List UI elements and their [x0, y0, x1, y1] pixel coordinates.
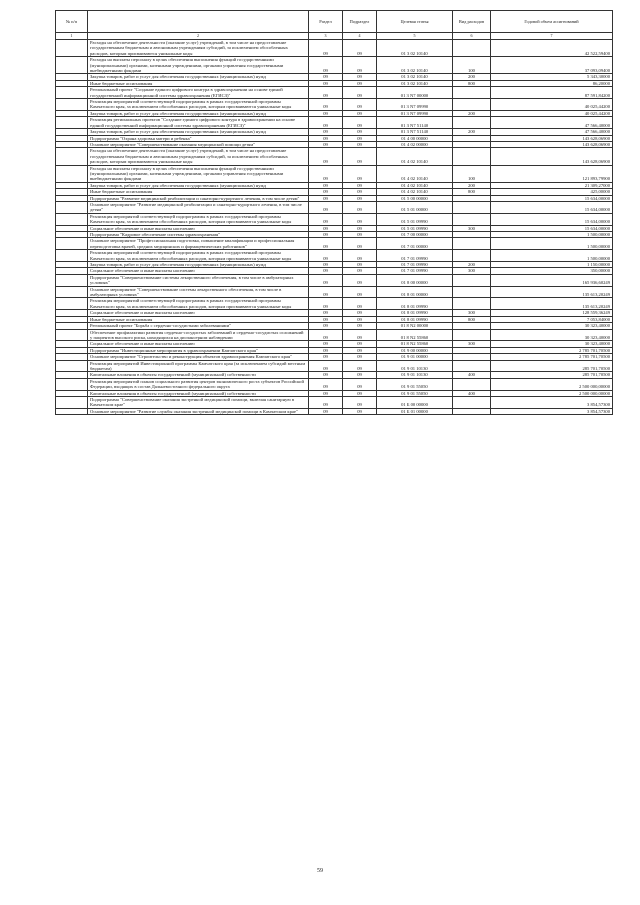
row-vid [453, 117, 491, 129]
row-tselevaya: 01 9 01 10130 [377, 372, 453, 378]
row-razdel: 09 [309, 87, 343, 99]
row-number [56, 286, 88, 298]
row-number [56, 165, 88, 182]
row-summa: 135 613,20249 [491, 298, 613, 310]
row-razdel: 09 [309, 347, 343, 353]
row-summa: 128 559,36249 [491, 310, 613, 316]
row-razdel: 09 [309, 310, 343, 316]
row-podrazdel: 09 [343, 165, 377, 182]
row-summa: 350,00000 [491, 268, 613, 274]
row-razdel: 09 [309, 354, 343, 360]
row-vid [453, 99, 491, 111]
row-summa: 2 500 000,00000 [491, 378, 613, 390]
row-razdel: 09 [309, 213, 343, 225]
row-vid: 100 [453, 165, 491, 182]
row-vid [453, 40, 491, 57]
row-vid: 300 [453, 310, 491, 316]
row-razdel: 09 [309, 232, 343, 238]
table-row [56, 329, 613, 341]
row-razdel: 09 [309, 408, 343, 414]
table-row [56, 57, 613, 74]
row-vid: 800 [453, 80, 491, 86]
row-tselevaya: 01 7 01 00000 [377, 238, 453, 250]
row-vid [453, 408, 491, 414]
row-razdel: 09 [309, 80, 343, 86]
row-podrazdel: 09 [343, 148, 377, 165]
colnum: 5 [377, 33, 453, 40]
row-razdel: 09 [309, 250, 343, 262]
row-tselevaya: 01 9 01 10130 [377, 360, 453, 372]
row-summa: 47 566,40000 [491, 117, 613, 129]
row-tselevaya: 01 9 00 00000 [377, 347, 453, 353]
row-podrazdel: 09 [343, 274, 377, 286]
row-summa: 40 025,44200 [491, 99, 613, 111]
row-podrazdel: 09 [343, 189, 377, 195]
table-row [56, 40, 613, 57]
table-row [56, 148, 613, 165]
row-tselevaya: 01 4 02 10140 [377, 165, 453, 182]
row-podrazdel: 09 [343, 250, 377, 262]
row-number [56, 201, 88, 213]
row-vid: 200 [453, 129, 491, 135]
colnum: 3 [309, 33, 343, 40]
row-razdel: 09 [309, 110, 343, 116]
row-podrazdel: 09 [343, 195, 377, 201]
row-podrazdel: 09 [343, 262, 377, 268]
row-name: Расходы на обеспечение деятельности (оказание услуг) учреждений, в том числе на предоставление государственным бюджетным и автономным учреждениям субсидий, за исключением обособленных расходов, которым присваиваются уникальные коды [88, 148, 309, 165]
row-tselevaya: 01 8 01 00000 [377, 286, 453, 298]
row-podrazdel: 09 [343, 268, 377, 274]
row-podrazdel: 09 [343, 372, 377, 378]
colnum: 2 [88, 33, 309, 40]
row-razdel: 09 [309, 99, 343, 111]
row-vid: 800 [453, 189, 491, 195]
row-podrazdel: 09 [343, 225, 377, 231]
table-row [56, 117, 613, 129]
row-tselevaya: 01 9 01 55050 [377, 378, 453, 390]
row-vid: 100 [453, 57, 491, 74]
table-body [56, 40, 613, 415]
row-number [56, 238, 88, 250]
row-tselevaya: 01 8 01 09990 [377, 298, 453, 310]
row-vid [453, 201, 491, 213]
row-tselevaya: 01 5 00 00000 [377, 195, 453, 201]
row-vid [453, 298, 491, 310]
table-row [56, 360, 613, 372]
row-name: Расходы на выплаты персоналу в целях обеспечения выполнения функций государственными (муниципальными) органами, казенными учреждениями, органами управления государственными внебюджетными фондами [88, 165, 309, 182]
row-podrazdel: 09 [343, 201, 377, 213]
row-number [56, 298, 88, 310]
row-vid: 300 [453, 341, 491, 347]
row-name: Расходы на обеспечение деятельности (оказание услуг) учреждений, в том числе на предоставление государственным бюджетным и автономным учреждениям субсидий, за исключением обособленных расходов, которым присваиваются уникальные коды [88, 40, 309, 57]
row-name: Подпрограмма "Кадровое обеспечение системы здравоохранения" [88, 232, 309, 238]
row-summa: 1 500,00000 [491, 250, 613, 262]
row-number [56, 148, 88, 165]
row-summa: 1 500,00000 [491, 232, 613, 238]
row-vid: 200 [453, 74, 491, 80]
row-tselevaya: 01 4 02 00000 [377, 141, 453, 147]
row-vid [453, 238, 491, 250]
row-name: Реализация региональных проектов "Создание единого цифрового контура в здравоохранении на основе единой государственной информационной системы здравоохранения (ЕГИСЗ)" [88, 117, 309, 129]
row-podrazdel: 09 [343, 390, 377, 396]
row-vid [453, 213, 491, 225]
colnum: 4 [343, 33, 377, 40]
row-name: Социальное обеспечение и иные выплаты населению [88, 268, 309, 274]
table-row [56, 274, 613, 286]
row-razdel: 09 [309, 329, 343, 341]
header-tselevaya: Целевая статья [377, 11, 453, 33]
row-summa: 15 634,00000 [491, 195, 613, 201]
row-name: Иные бюджетные ассигнования [88, 189, 309, 195]
row-podrazdel: 09 [343, 396, 377, 408]
row-razdel: 09 [309, 390, 343, 396]
row-number [56, 87, 88, 99]
row-podrazdel: 09 [343, 57, 377, 74]
row-razdel: 09 [309, 182, 343, 188]
row-name: Основное мероприятие "Развитие службы оказания экстренной медицинской помощи в Камчатском крае" [88, 408, 309, 414]
row-tselevaya: 01 8 N2 00000 [377, 323, 453, 329]
row-podrazdel: 09 [343, 347, 377, 353]
row-vid [453, 378, 491, 390]
colnum: 1 [56, 33, 88, 40]
row-tselevaya: 01 3 02 10140 [377, 74, 453, 80]
row-summa: 3 854,57300 [491, 408, 613, 414]
row-podrazdel: 09 [343, 310, 377, 316]
row-number [56, 360, 88, 372]
row-summa: 285 701,70500 [491, 360, 613, 372]
row-podrazdel: 09 [343, 213, 377, 225]
colnum: 7 [491, 33, 613, 40]
row-tselevaya: 01 3 N7 51140 [377, 117, 453, 129]
row-summa: 143 628,06900 [491, 141, 613, 147]
row-podrazdel: 09 [343, 341, 377, 347]
row-summa: 40 025,44200 [491, 110, 613, 116]
row-razdel: 09 [309, 396, 343, 408]
row-summa: 285 701,70500 [491, 372, 613, 378]
table-row [56, 213, 613, 225]
row-name: Капитальные вложения в объекты государственной (муниципальной) собственности [88, 390, 309, 396]
row-podrazdel: 09 [343, 360, 377, 372]
row-tselevaya: 01 4 02 10140 [377, 189, 453, 195]
row-podrazdel: 09 [343, 238, 377, 250]
row-razdel: 09 [309, 286, 343, 298]
row-razdel: 09 [309, 195, 343, 201]
row-razdel: 09 [309, 323, 343, 329]
row-summa: 425,00000 [491, 189, 613, 195]
row-vid: 200 [453, 262, 491, 268]
table-row [56, 396, 613, 408]
row-name: Подпрограмма "Инвестиционные мероприятия в здравоохранении Камчатского края" [88, 347, 309, 353]
row-podrazdel: 09 [343, 87, 377, 99]
row-name: Социальное обеспечение и иные выплаты населению [88, 310, 309, 316]
row-podrazdel: 09 [343, 316, 377, 322]
row-vid: 300 [453, 225, 491, 231]
row-number [56, 213, 88, 225]
table-row [56, 298, 613, 310]
row-name: Подпрограмма "Развитие медицинской реабилитации и санаторно-курортного лечения, в том числе детям" [88, 195, 309, 201]
row-tselevaya: 01 3 02 10140 [377, 80, 453, 86]
row-razdel: 09 [309, 201, 343, 213]
row-vid: 200 [453, 182, 491, 188]
row-tselevaya: 01 3 02 10140 [377, 57, 453, 74]
row-name: Реализация мероприятий соответствующей подпрограммы в рамках государственной программы Камчатского края, за исключением обособленных расходов, которым присваиваются уникальные коды [88, 250, 309, 262]
row-summa: 30 323,40000 [491, 323, 613, 329]
row-name: Реализация мероприятий соответствующей подпрограммы в рамках государственной программы Камчатского края, за исключением обособленных расходов, которым присваиваются уникальные коды [88, 99, 309, 111]
page-number: 59 [317, 868, 323, 874]
row-tselevaya: 01 8 01 09990 [377, 316, 453, 322]
row-name: Региональный проект "Борьба с сердечно-сосудистыми заболеваниями" [88, 323, 309, 329]
row-vid [453, 274, 491, 286]
table-row [56, 165, 613, 182]
row-summa: 30 323,40000 [491, 329, 613, 341]
row-podrazdel: 09 [343, 99, 377, 111]
row-tselevaya: 01 5 01 09990 [377, 213, 453, 225]
row-vid [453, 329, 491, 341]
row-summa: 37 093,09400 [491, 57, 613, 74]
row-tselevaya: 01 8 N2 55860 [377, 341, 453, 347]
row-summa: 21 309,27000 [491, 182, 613, 188]
row-name: Основное мероприятие "Профессиональная подготовка, повышение квалификации и профессиональная переподготовка врачей, средних медицинских и фармацевтических работников" [88, 238, 309, 250]
row-razdel: 09 [309, 40, 343, 57]
row-name: Региональный проект "Создание единого цифрового контура в здравоохранении на основе единой государственной информационной системы здравоохранения (ЕГИСЗ)" [88, 87, 309, 99]
row-name: Реализация мероприятий Инвестиционной программы Камчатского края (за исключением субсидий местным бюджетам) [88, 360, 309, 372]
row-tselevaya: 01 4 02 10140 [377, 148, 453, 165]
row-summa: 2 785 701,70500 [491, 347, 613, 353]
row-number [56, 99, 88, 111]
row-name: Иные бюджетные ассигнования [88, 316, 309, 322]
header-podrazdel: Подраздел [343, 11, 377, 33]
row-razdel: 09 [309, 129, 343, 135]
row-tselevaya: 01 3 02 10140 [377, 40, 453, 57]
row-podrazdel: 09 [343, 141, 377, 147]
row-vid [453, 396, 491, 408]
row-vid: 200 [453, 110, 491, 116]
row-summa: 15 634,00000 [491, 225, 613, 231]
row-summa: 3 854,57300 [491, 396, 613, 408]
row-name: Социальное обеспечение и иные выплаты населению [88, 225, 309, 231]
row-name: Закупка товаров, работ и услуг для обеспечения государственных (муниципальных) нужд [88, 74, 309, 80]
row-razdel: 09 [309, 372, 343, 378]
row-podrazdel: 09 [343, 329, 377, 341]
row-summa: 86,20000 [491, 80, 613, 86]
row-podrazdel: 09 [343, 110, 377, 116]
header-razdel: Раздел [309, 11, 343, 33]
row-tselevaya: 01 3 N7 09990 [377, 99, 453, 111]
row-name: Основное мероприятие "Развитие медицинской реабилитации и санаторно-курортного лечения, в том числе детям" [88, 201, 309, 213]
row-razdel: 09 [309, 238, 343, 250]
row-razdel: 09 [309, 341, 343, 347]
row-podrazdel: 09 [343, 182, 377, 188]
row-razdel: 09 [309, 117, 343, 129]
row-tselevaya: 01 7 01 09990 [377, 262, 453, 268]
row-podrazdel: 09 [343, 117, 377, 129]
row-number [56, 117, 88, 129]
row-tselevaya: 01 7 00 00000 [377, 232, 453, 238]
table-row [56, 378, 613, 390]
row-summa: 5 343,30000 [491, 74, 613, 80]
row-razdel: 09 [309, 274, 343, 286]
row-podrazdel: 09 [343, 129, 377, 135]
row-tselevaya: 01 8 N2 55860 [377, 329, 453, 341]
table-row [56, 99, 613, 111]
row-summa: 7 053,84000 [491, 316, 613, 322]
row-tselevaya: 01 7 01 09990 [377, 250, 453, 262]
row-vid: 300 [453, 268, 491, 274]
row-summa: 30 323,40000 [491, 341, 613, 347]
row-podrazdel: 09 [343, 74, 377, 80]
row-number [56, 396, 88, 408]
row-summa: 47 566,40000 [491, 129, 613, 135]
row-name: Основное мероприятие "Строительство и реконструкция объектов здравоохранения Камчатского края" [88, 354, 309, 360]
table-row [56, 238, 613, 250]
row-podrazdel: 09 [343, 323, 377, 329]
table-row [56, 250, 613, 262]
row-podrazdel: 09 [343, 135, 377, 141]
row-summa: 165 936,60249 [491, 274, 613, 286]
row-vid [453, 148, 491, 165]
row-number [56, 57, 88, 74]
row-name: Закупка товаров, работ и услуг для обеспечения государственных (муниципальных) нужд [88, 129, 309, 135]
row-name: Расходы на выплаты персоналу в целях обеспечения выполнения функций государственными (муниципальными) органами, казенными учреждениями, органами управления государственными внебюджетными фондами [88, 57, 309, 74]
header-vid: Вид расходов [453, 11, 491, 33]
header-summa: Годовой объем ассигнований [491, 11, 613, 33]
row-summa: 1 150,00000 [491, 262, 613, 268]
row-name: Реализация мероприятий соответствующей подпрограммы в рамках государственной программы Камчатского края, за исключением обособленных расходов, которым присваиваются уникальные коды [88, 298, 309, 310]
row-summa: 15 634,00000 [491, 213, 613, 225]
row-name: Основное мероприятие "Совершенствование системы лекарственного обеспечения, в том числе в амбулаторных условиях" [88, 286, 309, 298]
row-name: Подпрограмма "Совершенствование оказания экстренной медицинской помощи, включая санитарную в Камчатском крае" [88, 396, 309, 408]
row-razdel: 09 [309, 316, 343, 322]
row-vid [453, 87, 491, 99]
row-vid [453, 286, 491, 298]
row-number [56, 274, 88, 286]
row-razdel: 09 [309, 262, 343, 268]
row-razdel: 09 [309, 148, 343, 165]
column-number-row [56, 33, 613, 40]
row-summa: 121 893,79900 [491, 165, 613, 182]
row-name: Обеспечение профилактики развития сердечно-сосудистых заболеваний и сердечно-сосудистых осложнений у пациентов высокого риска, находящихся на диспансерном наблюдении [88, 329, 309, 341]
row-vid: 400 [453, 372, 491, 378]
row-razdel: 09 [309, 57, 343, 74]
row-razdel: 09 [309, 378, 343, 390]
row-tselevaya: 01 8 00 00000 [377, 274, 453, 286]
row-vid: 400 [453, 390, 491, 396]
row-tselevaya: 01 3 N7 09990 [377, 110, 453, 116]
row-tselevaya: 01 5 01 00000 [377, 201, 453, 213]
row-name: Закупка товаров, работ и услуг для обеспечения государственных (муниципальных) нужд [88, 110, 309, 116]
row-podrazdel: 09 [343, 286, 377, 298]
row-name: Подпрограмма "Охрана здоровья матери и ребенка" [88, 135, 309, 141]
row-razdel: 09 [309, 189, 343, 195]
row-summa: 143 628,06900 [491, 148, 613, 165]
row-razdel: 09 [309, 298, 343, 310]
row-podrazdel: 09 [343, 298, 377, 310]
row-number [56, 408, 88, 414]
table-header [56, 11, 613, 40]
row-vid: 800 [453, 316, 491, 322]
row-number [56, 40, 88, 57]
budget-table [55, 10, 613, 415]
row-summa: 1 500,00000 [491, 238, 613, 250]
row-tselevaya: 01 7 01 09990 [377, 268, 453, 274]
row-tselevaya: 01 Б 00 00000 [377, 396, 453, 408]
row-summa: 2 500 000,00000 [491, 390, 613, 396]
row-razdel: 09 [309, 225, 343, 231]
row-summa: 143 628,06900 [491, 135, 613, 141]
row-name: Подпрограмма "Совершенствование системы лекарственного обеспечения, в том числе в амбулаторных условиях" [88, 274, 309, 286]
row-podrazdel: 09 [343, 40, 377, 57]
table-row [56, 201, 613, 213]
row-vid [453, 360, 491, 372]
row-razdel: 09 [309, 268, 343, 274]
row-name: Иные бюджетные ассигнования [88, 80, 309, 86]
row-podrazdel: 09 [343, 408, 377, 414]
header-name [88, 11, 309, 33]
row-razdel: 09 [309, 165, 343, 182]
row-number [56, 250, 88, 262]
header-num: № п/п [56, 11, 88, 33]
row-razdel: 09 [309, 360, 343, 372]
row-razdel: 09 [309, 141, 343, 147]
row-podrazdel: 09 [343, 378, 377, 390]
row-summa: 15 634,00000 [491, 201, 613, 213]
row-summa: 42 522,59400 [491, 40, 613, 57]
row-summa: 2 785 701,70500 [491, 354, 613, 360]
table-row [56, 408, 613, 414]
row-podrazdel: 09 [343, 354, 377, 360]
row-razdel: 09 [309, 74, 343, 80]
row-tselevaya: 01 5 01 09990 [377, 225, 453, 231]
row-tselevaya: 01 3 N7 51140 [377, 129, 453, 135]
row-summa: 87 591,84200 [491, 87, 613, 99]
row-podrazdel: 09 [343, 80, 377, 86]
table-row [56, 87, 613, 99]
row-name: Основное мероприятие "Совершенствование оказания медицинской помощи детям" [88, 141, 309, 147]
row-tselevaya: 01 4 00 00000 [377, 135, 453, 141]
row-number [56, 329, 88, 341]
row-name: Реализация мероприятий соответствующей подпрограммы в рамках государственной программы Камчатского края, за исключением обособленных расходов, которым присваиваются уникальные коды [88, 213, 309, 225]
row-tselevaya: 01 3 N7 00000 [377, 87, 453, 99]
row-tselevaya: 01 Б 01 00000 [377, 408, 453, 414]
row-name: Закупка товаров, работ и услуг для обеспечения государственных (муниципальных) нужд [88, 182, 309, 188]
row-podrazdel: 09 [343, 232, 377, 238]
row-tselevaya: 01 9 01 00000 [377, 354, 453, 360]
row-name: Реализация мероприятий планов социального развития центров экономического роста субъектов Российской Федерации, входящих в состав Дальневосточного федерального округа [88, 378, 309, 390]
row-vid [453, 250, 491, 262]
row-name: Капитальные вложения в объекты государственной (муниципальной) собственности [88, 372, 309, 378]
row-tselevaya: 01 9 01 55050 [377, 390, 453, 396]
colnum: 6 [453, 33, 491, 40]
row-razdel: 09 [309, 135, 343, 141]
row-tselevaya: 01 4 02 10140 [377, 182, 453, 188]
row-summa: 135 613,20249 [491, 286, 613, 298]
row-number [56, 378, 88, 390]
row-name: Социальное обеспечение и иные выплаты населению [88, 341, 309, 347]
row-tselevaya: 01 8 01 09990 [377, 310, 453, 316]
row-name: Закупка товаров, работ и услуг для обеспечения государственных (муниципальных) нужд [88, 262, 309, 268]
table-row [56, 286, 613, 298]
